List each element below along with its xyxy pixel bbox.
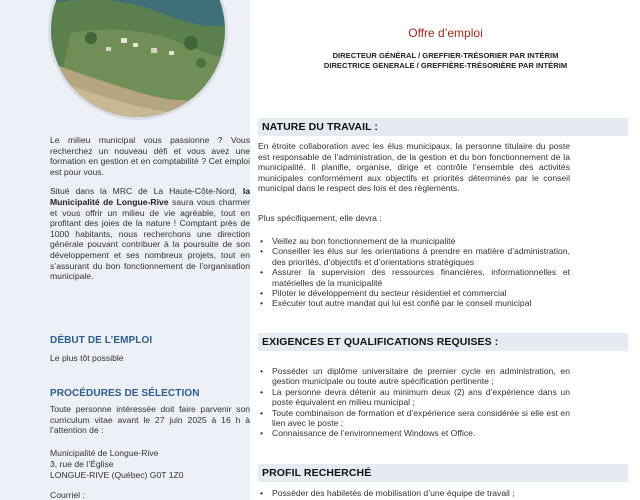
address-line: LONGUE-RIVE (Québec) G0T 1Z0: [50, 469, 184, 480]
procedure-text: Toute personne intéressée doit faire parvenir son curriculum vitae avant le 27 juin 2025 à 16 h à l’attention de :: [50, 404, 250, 436]
start-text: Le plus tôt possible: [50, 353, 124, 363]
requirements-list: [258, 366, 570, 439]
list-item: • Veillez au bon fonctionnement de la municipalité: [258, 236, 570, 246]
email-label: Courriel :: [50, 490, 85, 500]
section-requirements-header: [258, 333, 628, 351]
list-item: • La personne devra détenir au minimum deux (2) ans d’expérience dans un poste équivalent en milieu municipal ;: [258, 387, 570, 408]
section-nature-header: [258, 118, 628, 136]
coastal-village-photo: [48, 0, 228, 120]
list-item: • Toute combinaison de formation et d’expérience sera considérée si elle est en lien avec le poste ;: [258, 408, 570, 429]
section-title: PROFIL RECHERCHÉ: [262, 467, 372, 479]
list-item: • Assurer la supervision des ressources financières, informationnelles et matérielles de la municipalité: [258, 267, 570, 288]
procedure-heading: PROCÉDURES DE SÉLECTION: [50, 388, 200, 399]
landscape-illustration: [51, 0, 228, 120]
mailing-address: [50, 448, 250, 480]
address-line: 3, rue de l’Église: [50, 458, 114, 469]
list-item: • Connaissance de l’environnement Windows et Office.: [258, 428, 570, 438]
job-title: DIRECTEUR GÉNÉRAL / GREFFIER-TRÉSORIER PAR INTÉRIM DIRECTRICE GENERALE / GREFFIÈRE-TRÉSORIÈRE PAR INTÉRIM: [323, 51, 568, 70]
list-item: • Exécuter tout autre mandat qui lui est confié par le conseil municipal: [258, 298, 570, 308]
profile-list: [258, 488, 570, 498]
intro-paragraph: Le milieu municipal vous passionne ? Vous recherchez un nouveau défi et vous avez une formation en gestion et en comptabilité ? Cet emploi est pour vous.: [50, 135, 250, 177]
intro-block: [50, 135, 250, 291]
offer-title: Offre d’emploi: [408, 26, 483, 40]
nature-paragraph: En étroite collaboration avec les élus municipaux, la personne titulaire du poste est responsable de l’administration, de la gestion et du bon fonctionnement de la municipalité. Il planifie, organise, dirige et contrôle l’ensemble des activités municipales conformément aux objectifs et priorités déterminés par le conseil municipal dans le respect des lois et des règlements.: [258, 141, 570, 194]
location-paragraph: Situé dans la MRC de La Haute-Côte-Nord, la Municipalité de Longue-Rive saura vous charmer et vous offrir un milieu de vie agréable, tout en profitant des joies de la nature ! Comptant près de 1000 habitants, nous recherchons une direction générale pouvant contribuer à la poursuite de son développement et ses nombreux projets, tout en s’assurant du bon fonctionnement de l’organisation municipale.: [50, 186, 250, 282]
main-content: [258, 0, 633, 500]
sidebar: [0, 0, 250, 500]
list-item: • Piloter le développement du secteur résidentiel et commercial: [258, 288, 570, 298]
list-item: • Posséder des habiletés de mobilisation d’une équipe de travail ;: [258, 488, 570, 498]
list-item: • Posséder un diplôme universitaire de premier cycle en administration, en gestion municipale ou toute autre spécification pertinente ;: [258, 366, 570, 387]
list-item: • Conseiller les élus sur les orientations à prendre en matière d’administration, des priorités, d’objectifs et d’orientations stratégiques: [258, 246, 570, 267]
start-heading: DÉBUT DE L’EMPLOI: [50, 335, 153, 346]
nature-lead: Plus spécifiquement, elle devra :: [258, 213, 382, 223]
section-title: EXIGENCES ET QUALIFICATIONS REQUISES :: [262, 336, 499, 348]
address-line: Municipalité de Longue-Rive: [50, 448, 159, 458]
nature-list: [258, 236, 570, 309]
section-profile-header: [258, 464, 628, 482]
section-title: NATURE DU TRAVAIL :: [262, 121, 379, 133]
